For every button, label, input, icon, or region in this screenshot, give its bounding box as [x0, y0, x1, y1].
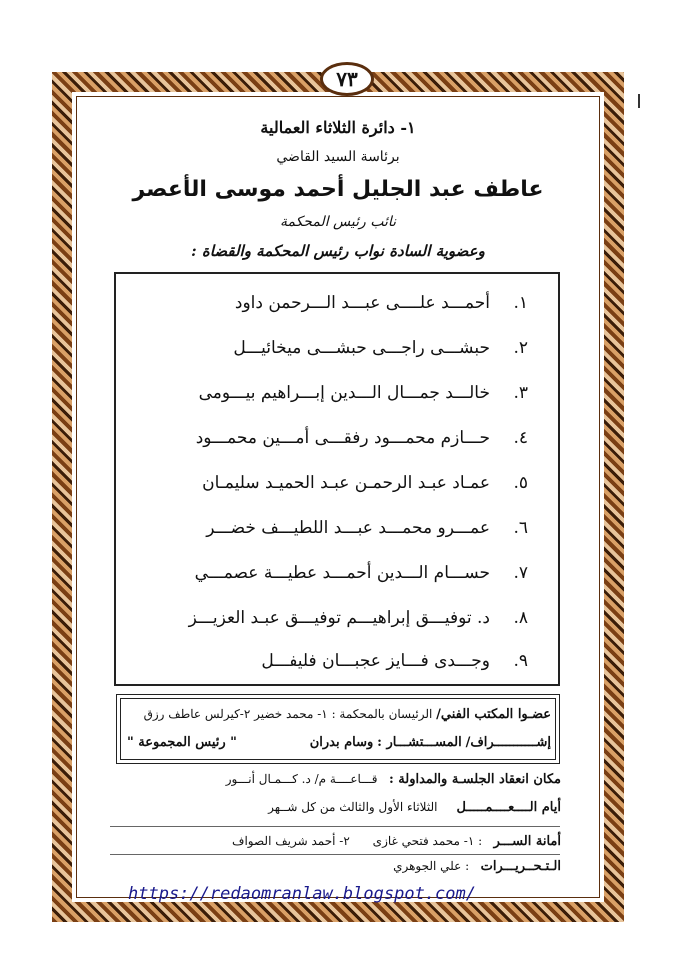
member-item: ١. أحمـــد علــــى عبـــد الـــرحمن داود	[234, 293, 528, 313]
technical-office-text: الرئيسان بالمحكمة : ١- محمد خضير ٢-كيرلس عاطف رزق	[143, 707, 433, 721]
member-item: ٩. وجـــدى فـــايز عجبـــان فليفـــل	[261, 651, 528, 671]
session-place-value: قـــاعــــة م/ د. كـــمـال أنـــور	[225, 772, 378, 786]
counselor-name: وسام بدران	[309, 735, 374, 750]
circuit-title: ١- دائرة الثلاثاء العمالية	[260, 118, 416, 137]
secretariat-row	[232, 834, 561, 849]
presiding-judge-title: نائب رئيس المحكمة	[279, 214, 397, 230]
counselor-label: المســـتشـــار :	[377, 735, 462, 750]
member-item: ٤. حـــازم محمـــود رفقـــى أمـــين محمـــود	[195, 428, 528, 448]
presiding-judge-name: عاطف عبد الجليل أحمد موسى الأعصر	[132, 177, 544, 202]
secretariat-name-1: : ١- محمد فتحي غازى	[372, 834, 483, 848]
margin-mark	[638, 94, 640, 108]
working-days-row	[268, 800, 561, 815]
editing-label: الـتـحــريـــرات	[480, 859, 561, 874]
editing-value: : علي الجوهري	[393, 859, 470, 873]
session-place-row	[226, 772, 561, 787]
member-item: ٦. عمـــرو محمـــد عبـــد اللطيـــف خضـــر	[206, 518, 528, 538]
supervision-row	[310, 735, 551, 750]
group-head-row	[127, 735, 237, 750]
page-number-badge: ٧٣	[320, 62, 374, 96]
divider	[110, 854, 560, 855]
secretariat-label: أمانة الســـر	[493, 834, 561, 849]
supervision-label: إشـــــــــــراف/	[465, 735, 551, 750]
technical-office-row	[144, 707, 551, 722]
working-days-value: الثلاثاء الأول والثالث من كل شــهر	[268, 800, 438, 814]
technical-office-label: عضـوا المكتب الفني/	[436, 707, 551, 722]
member-item: ٥. عمـاد عبـد الرحمـن عبـد الحميـد سليمـان	[202, 473, 528, 493]
member-item: ٨. د. توفيـــق إبراهيـــم توفيـــق عبـد العزيـــز	[188, 608, 528, 628]
blog-url-watermark: https://redaomranlaw.blogspot.com/	[128, 884, 476, 904]
member-item: ٧. حســـام الـــدين أحمـــد عطيـــة عصمـــي	[194, 563, 528, 583]
members-list-box	[114, 272, 560, 686]
presidency-line: برئاسة السيد القاضي	[276, 149, 400, 165]
divider	[110, 826, 560, 827]
working-days-label: أيام الــــعــــمـــــل	[456, 800, 561, 815]
membership-line: وعضوية السادة نواب رئيس المحكمة والقضاة :	[191, 242, 485, 260]
editing-row	[393, 859, 561, 874]
member-item: ٢. حبشـــى راجـــى حبشـــى ميخائيـــل	[233, 338, 528, 358]
technical-office-box	[116, 694, 560, 764]
session-place-label: مكان انعقاد الجلسـة والمداولة :	[388, 772, 561, 787]
secretariat-name-2: ٢- أحمد شريف الصواف	[232, 834, 350, 848]
group-head: " رئيس المجموعة "	[127, 735, 237, 750]
member-item: ٣. خالـــد جمـــال الـــدين إبـــراهيم بيـــومى	[198, 383, 528, 403]
